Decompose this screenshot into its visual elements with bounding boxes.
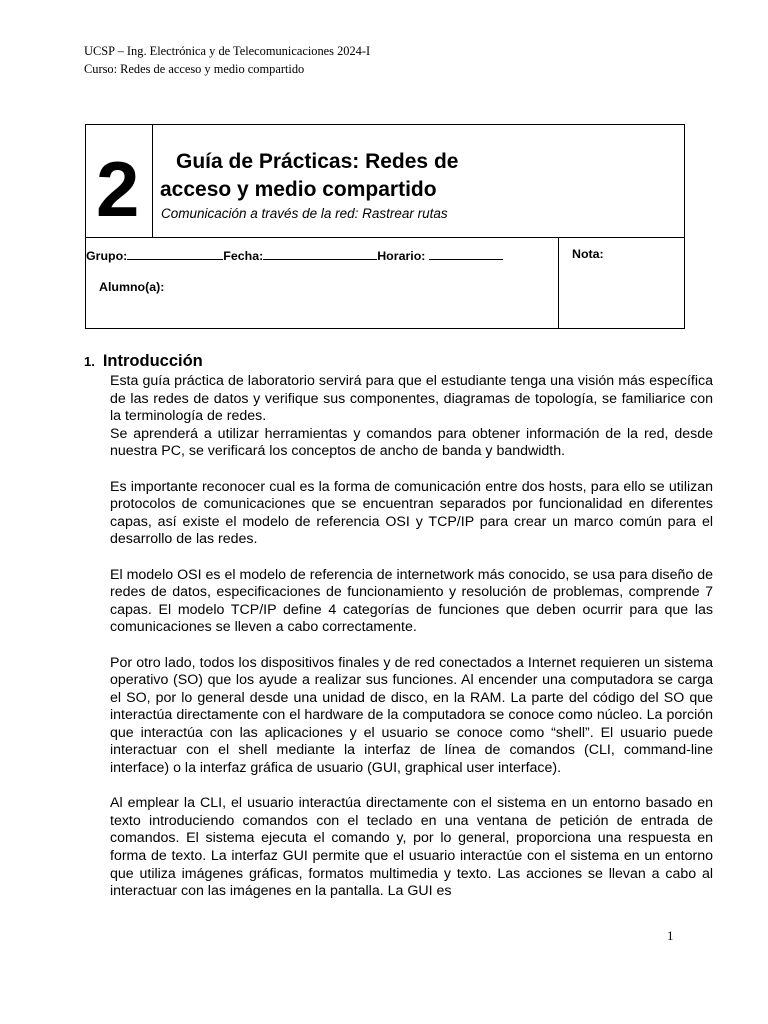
grupo-blank bbox=[127, 249, 223, 260]
paragraph: Es importante reconocer cual es la forma de comunicación entre dos hosts, para ello se utilizan protocolos de comunicaciones que se encuentran separados por funcionalidad en diferentes capas, así existe el modelo de referencia OSI y TCP/IP para crear un marco común para el desarrollo de las redes. bbox=[110, 478, 713, 548]
horario-label: Horario: bbox=[377, 249, 429, 263]
section-heading bbox=[84, 352, 203, 371]
paragraph: Al emplear la CLI, el usuario interactúa directamente con el sistema en un entorno basado en texto introduciendo comandos con el teclado en una ventana de petición de entrada de comandos. El sistema ejecuta el comando y, por lo general, proporciona una respuesta en forma de texto. La interfaz GUI permite que el usuario interactúe con el sistema en un entorno que utiliza imágenes gráficas, formatos multimedia y texto. Las acciones se llevan a cabo al interactuar con las imágenes en la pantalla. La GUI es bbox=[110, 795, 713, 900]
paragraph: Por otro lado, todos los dispositivos finales y de red conectados a Internet requieren un sistema operativo (SO) que los ayude a realizar sus funciones. Al encender una computadora se carga el SO, por lo general desde una unidad de disco, en la RAM. La parte del código del SO que interactúa directamente con el hardware de la computadora se conoce como núcleo. La porción que interactúa con las aplicaciones y el usuario se conoce como “shell”. El usuario puede interactuar con el shell mediante la interfaz de línea de comandos (CLI, command-line interface) o la interfaz gráfica de usuario (GUI, graphical user interface). bbox=[110, 654, 713, 777]
title-box bbox=[85, 124, 685, 329]
grupo-label: Grupo: bbox=[86, 249, 128, 263]
header-course: Curso: Redes de acceso y medio compartido bbox=[84, 62, 305, 76]
fields-row bbox=[86, 249, 503, 263]
body-text bbox=[110, 373, 713, 918]
guide-title-line-1: Guía de Prácticas: Redes de bbox=[176, 150, 459, 173]
header-institution: UCSP – Ing. Electrónica y de Telecomunicaciones 2024-I bbox=[84, 44, 371, 58]
nota-divider bbox=[558, 237, 559, 329]
nota-label: Nota: bbox=[572, 247, 604, 261]
guide-number-cell bbox=[86, 125, 153, 237]
page-header bbox=[84, 42, 370, 78]
fecha-blank bbox=[263, 249, 377, 260]
page-number: 1 bbox=[667, 928, 674, 943]
guide-subtitle: Comunicación a través de la red: Rastrear rutas bbox=[161, 206, 448, 221]
guide-number: 2 bbox=[96, 145, 140, 233]
section-number: 1. bbox=[84, 354, 95, 369]
horario-blank bbox=[429, 249, 503, 260]
fecha-label: Fecha: bbox=[223, 249, 264, 263]
paragraph: Esta guía práctica de laboratorio servirá para que el estudiante tenga una visión más específica de las redes de datos y verifique sus componentes, diagramas de topología, se familiarice con la terminología de redes. bbox=[110, 373, 713, 425]
paragraph: Se aprenderá a utilizar herramientas y comandos para obtener información de la red, desde nuestra PC, se verificará los conceptos de ancho de banda y bandwidth. bbox=[110, 425, 713, 460]
section-title: Introducción bbox=[102, 352, 203, 370]
alumno-label: Alumno(a): bbox=[99, 280, 165, 294]
paragraph: El modelo OSI es el modelo de referencia de internetwork más conocido, se usa para diseño de redes de datos, especificaciones de funcionamiento y resolución de problemas, comprende 7 capas. El modelo TCP/IP define 4 categorías de funciones que deben ocurrir para que las comunicaciones se lleven a cabo correctamente. bbox=[110, 566, 713, 636]
guide-title-line-2: acceso y medio compartido bbox=[160, 178, 437, 201]
title-box-divider bbox=[86, 237, 684, 238]
